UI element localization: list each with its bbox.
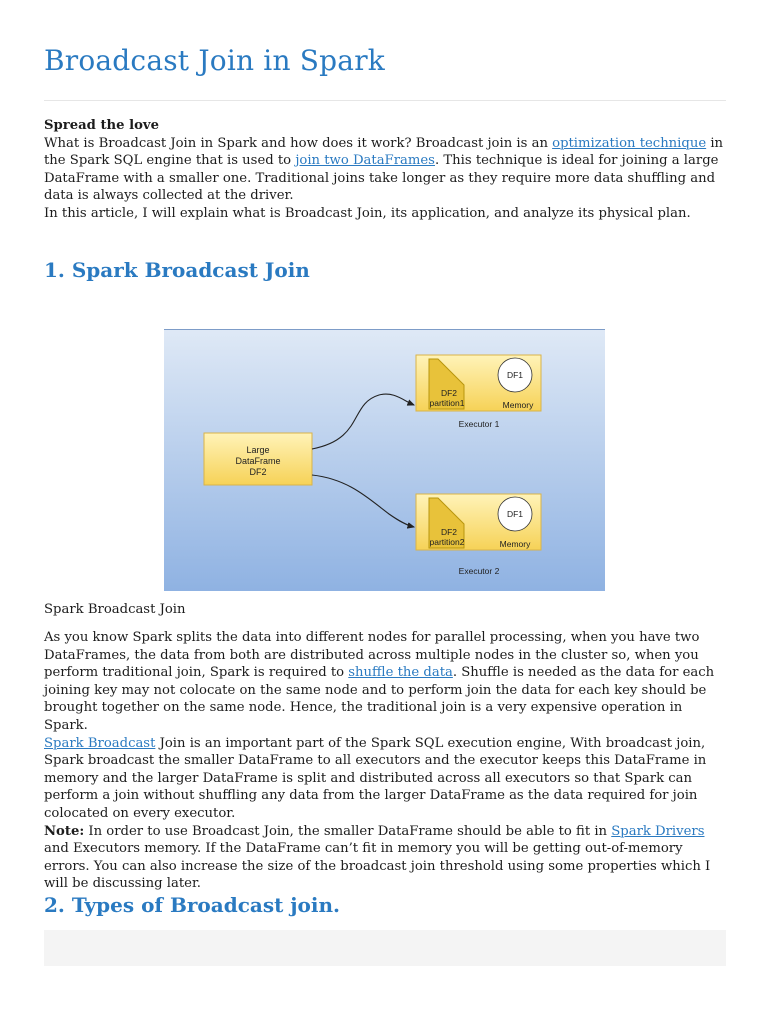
intro-paragraph-2: In this article, I will explain what is Broadcast Join, its application, and analyze its physical plan. bbox=[44, 205, 691, 221]
svg-text:Memory: Memory bbox=[502, 400, 534, 410]
optimization-technique-link[interactable]: optimization technique bbox=[552, 135, 707, 151]
executor-2-box bbox=[416, 494, 541, 550]
executor-1-box bbox=[416, 355, 541, 411]
svg-text:DataFrame: DataFrame bbox=[235, 456, 281, 466]
title-divider bbox=[44, 100, 726, 101]
spark-broadcast-link[interactable]: Spark Broadcast bbox=[44, 735, 156, 751]
intro-paragraph-1: What is Broadcast Join in Spark and how does it work? Broadcast join is an optimization technique in the Spark SQL engine that is used to join two DataFrames. This technique is ideal for joining a large DataFrame with a smaller one. Traditional joins take longer as they require more data shuffling and data is always collected at the driver. bbox=[44, 135, 724, 204]
svg-text:DF1: DF1 bbox=[506, 509, 524, 519]
page-title: Broadcast Join in Spark bbox=[44, 44, 385, 77]
intro-block bbox=[44, 117, 726, 223]
section-1-body bbox=[44, 629, 726, 893]
svg-text:partition1: partition1 bbox=[429, 398, 465, 408]
section-heading-2: 2. Types of Broadcast join. bbox=[44, 893, 340, 917]
content-placeholder-box bbox=[44, 930, 726, 966]
shuffle-the-data-link[interactable]: shuffle the data bbox=[348, 665, 453, 681]
svg-text:DF1: DF1 bbox=[506, 370, 524, 380]
section-1-paragraph-1: As you know Spark splits the data into different nodes for parallel processing, when you have two DataFrames, the data from both are distributed across multiple nodes in the cluster so, when you perform traditional join, Spark is required to shuffle the data. Shuffle is needed as the data for each joining key may not colocate on the same node and to perform join the data for each key should be brought together on the same node. Hence, the traditional join is a very expensive operation in Spark. bbox=[44, 630, 715, 733]
broadcast-join-diagram bbox=[164, 329, 605, 591]
large-dataframe-box bbox=[204, 433, 312, 485]
section-heading-1: 1. Spark Broadcast Join bbox=[44, 258, 310, 282]
join-two-dataframes-link[interactable]: join two DataFrames bbox=[295, 153, 435, 169]
svg-text:DF2: DF2 bbox=[440, 388, 458, 398]
section-1-note: Note: In order to use Broadcast Join, the smaller DataFrame should be able to fit in Spark Drivers and Executors memory. If the DataFrame can’t fit in memory you will be getting out-of-memory errors. You can also increase the size of the broadcast join threshold using some properties which I will be discussing later. bbox=[44, 823, 711, 892]
svg-text:DF2: DF2 bbox=[249, 467, 267, 477]
note-label: Note: bbox=[44, 823, 85, 839]
svg-text:partition2: partition2 bbox=[429, 537, 465, 547]
svg-text:Memory: Memory bbox=[499, 539, 531, 549]
share-label: Spread the love bbox=[44, 118, 159, 133]
executor-2-label: Executor 2 bbox=[458, 566, 500, 576]
section-1-paragraph-2: Spark Broadcast Join is an important part of the Spark SQL execution engine, With broadcast join, Spark broadcast the smaller DataFrame to all executors and the executor keeps this DataFrame in memory and the larger DataFrame is split and distributed across all executors so that Spark can perform a join without shuffling any data from the larger DataFrame as the data required for join colocated on every executor. bbox=[44, 735, 707, 821]
svg-text:Large: Large bbox=[246, 445, 270, 455]
spark-drivers-link[interactable]: Spark Drivers bbox=[611, 823, 705, 839]
executor-1-label: Executor 1 bbox=[458, 419, 500, 429]
figure-caption: Spark Broadcast Join bbox=[44, 602, 186, 617]
svg-text:DF2: DF2 bbox=[440, 527, 458, 537]
